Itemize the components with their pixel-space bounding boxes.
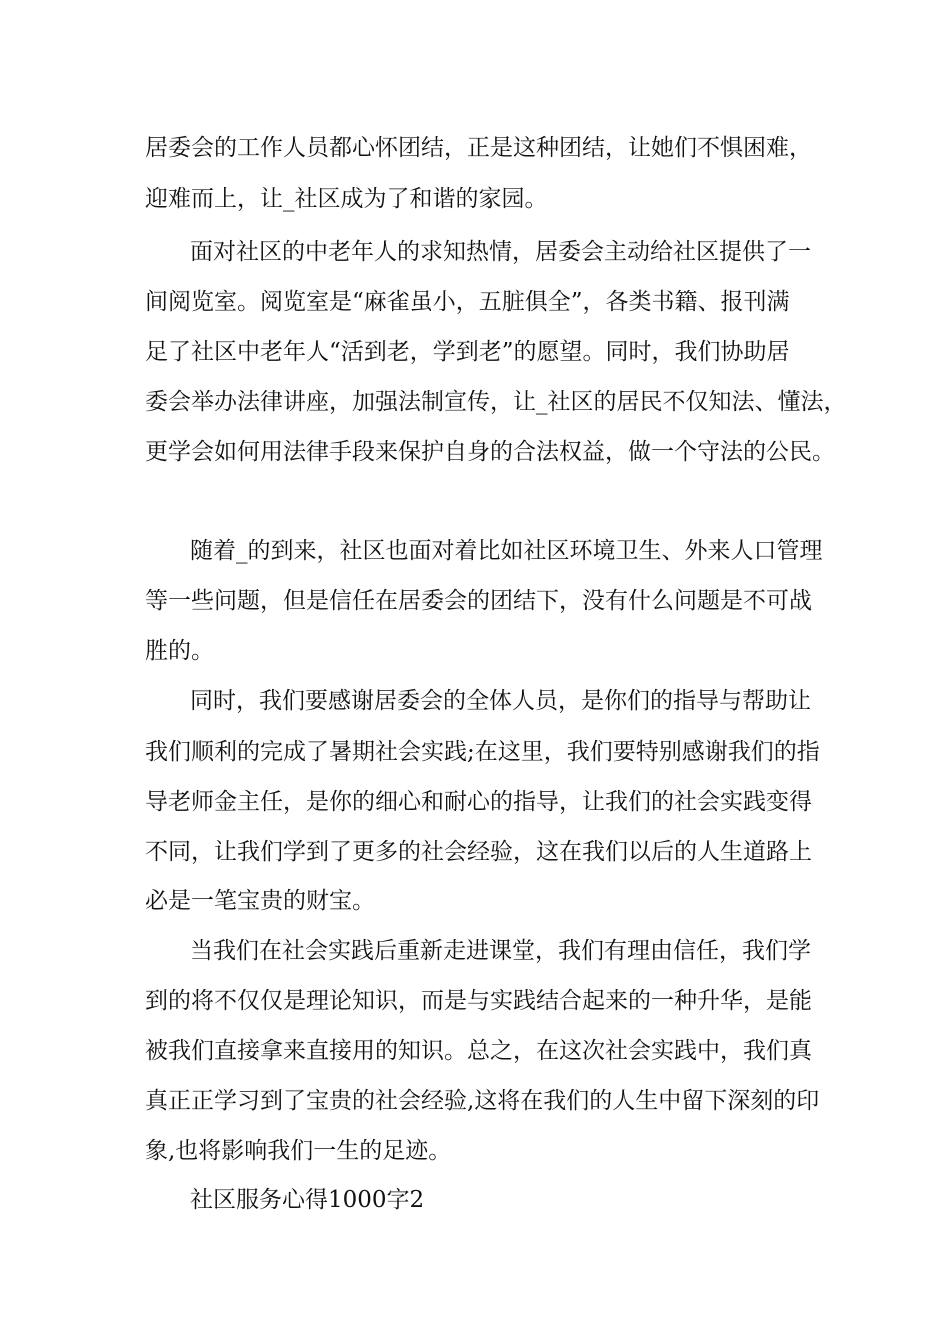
text-line: 真正正学习到了宝贵的社会经验,这将在我们的人生中留下深刻的印 [145,1088,820,1114]
paragraph-first-line: 当我们在社会实践后重新走进课堂，我们有理由信任，我们学 [190,938,811,964]
paragraph-first-line: 面对社区的中老年人的求知热情，居委会主动给社区提供了一 [190,239,811,265]
text-line: 间阅览室。阅览室是“麻雀虽小，五脏俱全”，各类书籍、报刊满 [145,289,790,315]
text-line: 被我们直接拿来直接用的知识。总之，在这次社会实践中，我们真 [145,1038,812,1064]
text-line: 象,也将影响我们一生的足迹。 [145,1138,452,1164]
section-heading: 社区服务心得1000字2 [190,1187,425,1213]
text-line: 居委会的工作人员都心怀团结，正是这种团结，让她们不惧困难， [145,135,812,161]
text-line: 不同，让我们学到了更多的社会经验，这在我们以后的人生道路上 [145,839,812,865]
text-line: 委会举办法律讲座，加强法制宣传，让_社区的居民不仅知法、懂法， [145,389,847,415]
text-line: 更学会如何用法律手段来保护自身的合法权益，做一个守法的公民。 [145,439,835,465]
text-line: 等一些问题，但是信任在居委会的团结下，没有什么问题是不可战 [145,588,812,614]
text-line: 导老师金主任，是你的细心和耐心的指导，让我们的社会实践变得 [145,789,812,815]
paragraph-first-line: 随着_的到来，社区也面对着比如社区环境卫生、外来人口管理 [190,538,823,564]
text-line: 胜的。 [145,638,214,664]
text-line: 到的将不仅仅是理论知识，而是与实践结合起来的一种升华，是能 [145,988,812,1014]
text-line: 足了社区中老年人“活到老，学到老”的愿望。同时，我们协助居 [145,339,790,365]
text-line: 必是一笔宝贵的财宝。 [145,888,375,914]
text-line: 我们顺利的完成了暑期社会实践;在这里，我们要特别感谢我们的指 [145,739,820,765]
text-line: 迎难而上，让_社区成为了和谐的家园。 [145,186,548,212]
paragraph-first-line: 同时，我们要感谢居委会的全体人员，是你们的指导与帮助让 [190,688,811,714]
